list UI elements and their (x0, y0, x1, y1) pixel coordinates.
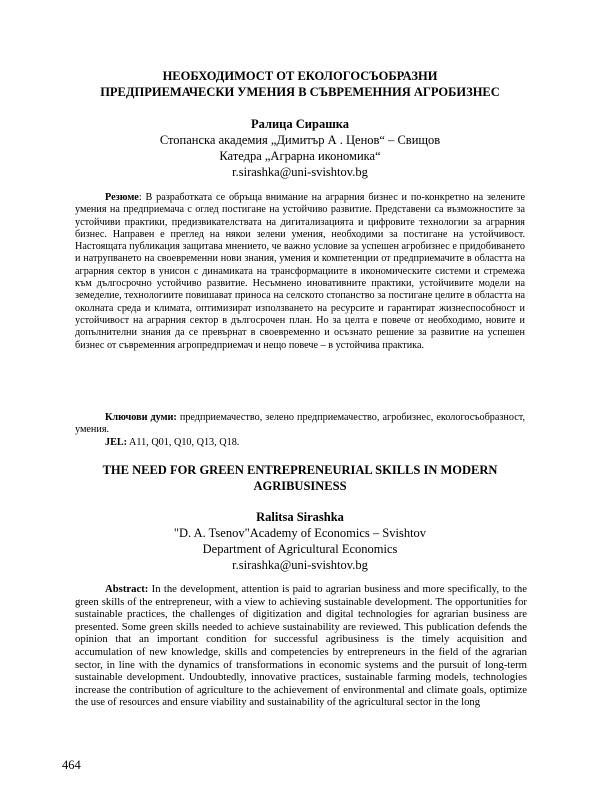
bg-affiliation: Стопанска академия „Димитър А . Ценов“ – Свищов (159, 133, 441, 147)
en-abstract (75, 583, 527, 709)
en-title-line2: AGRIBUSINESS (253, 479, 347, 493)
bg-email: r.sirashka@uni-svishtov.bg (232, 165, 368, 179)
bg-jel-label: JEL: (105, 437, 128, 448)
bg-title-line1: НЕОБХОДИМОСТ ОТ ЕКОЛОГОСЪОБРАЗНИ (162, 69, 438, 83)
bg-jel (105, 437, 239, 449)
page-number: 464 (62, 758, 81, 772)
bg-keywords (75, 412, 525, 437)
en-department: Department of Agricultural Economics (202, 542, 398, 556)
bg-keywords-text: предприемачество, зелено предприемачество, агробизнес, екологосъобразност, умения. (75, 412, 525, 436)
en-abstract-label: Abstract: (105, 583, 149, 595)
bg-abstract-text: : В разработката се обръща внимание на аграрния бизнес и по-конкретно на зелените умения на предприемача с оглед постигане на устойчиво развитие. Представени са възможностите за устойчиви практики, предизвикателствата на дигитализацията и цифровите технологии за аграрния бизнес. Направен е преглед на някои зелени умения, необходими за постигане на устойчивост. Настоящата публикация защитава мнението, че важно условие за успешен агробизнес е придобиването и натрупването на своевременни нови знания, умения и компетенции от предприемачите в областта на аграрния сектор в унисон с динамиката на трансформациите в икономическите системи и стремежа към дългосрочно устойчиво развитие. Несъмнено иновативните практики, устойчивите модели на земеделие, технологиите повишават приноса на селското стопанство за постигане целите в областта на околната среда и климата, оптимизират използването на ресурсите и гарантират жизнеспособност и устойчивост на аграрния сектор в дългосрочен план. Но за целта е повече от необходимо, новите и допълнителни знания да се превърнат в своевременно и осъзнато решение за развитие на успешен бизнес от съвременния агропредприемач и нещо повече – в устойчива практика. (75, 192, 525, 351)
bg-abstract (75, 192, 525, 352)
bg-department: Катедра „Аграрна икономика“ (219, 149, 381, 163)
bg-author: Ралица Сирашка (250, 117, 350, 131)
bg-title (60, 68, 540, 100)
en-affiliation: "D. A. Tsenov"Academy of Economics – Svishtov (173, 526, 427, 540)
en-abstract-text: In the development, attention is paid to agrarian business and more specifically, to the green skills of the entrepreneur, with a view to achieving sustainable development. The opportunities for sustainable practices, the challenges of digitization and digital technologies for agrarian business are presented. Some green skills needed to achieve sustainability are reviewed. This publication defends the opinion that an important condition for successful agribusiness is the timely acquisition and accumulation of new knowledge, skills and competencies by entrepreneurs in the field of the agrarian sector, in line with the dynamics of transformations in economic systems and the pursuit of long-term sustainable development. Undoubtedly, innovative practices, sustainable farming models, technologies increase the contribution of agriculture to the achievement of environmental and climate goals, optimize the use of resources and ensure viability and sustainability of the agricultural sector in the long (75, 583, 527, 709)
bg-title-line2: ПРЕДПРИЕМАЧЕСКИ УМЕНИЯ В СЪВРЕМЕННИЯ АГРОБИЗНЕС (100, 85, 500, 99)
bg-jel-text: A11, Q01, Q10, Q13, Q18. (127, 437, 240, 448)
en-title (60, 462, 540, 494)
en-email: r.sirashka@uni-svishtov.bg (232, 558, 368, 572)
bg-abstract-label: Резюме (105, 192, 139, 203)
en-title-line1: THE NEED FOR GREEN ENTREPRENEURIAL SKILLS IN MODERN (102, 463, 498, 477)
bg-keywords-label: Ключови думи: (105, 412, 177, 423)
en-author: Ralitsa Sirashka (256, 510, 344, 524)
